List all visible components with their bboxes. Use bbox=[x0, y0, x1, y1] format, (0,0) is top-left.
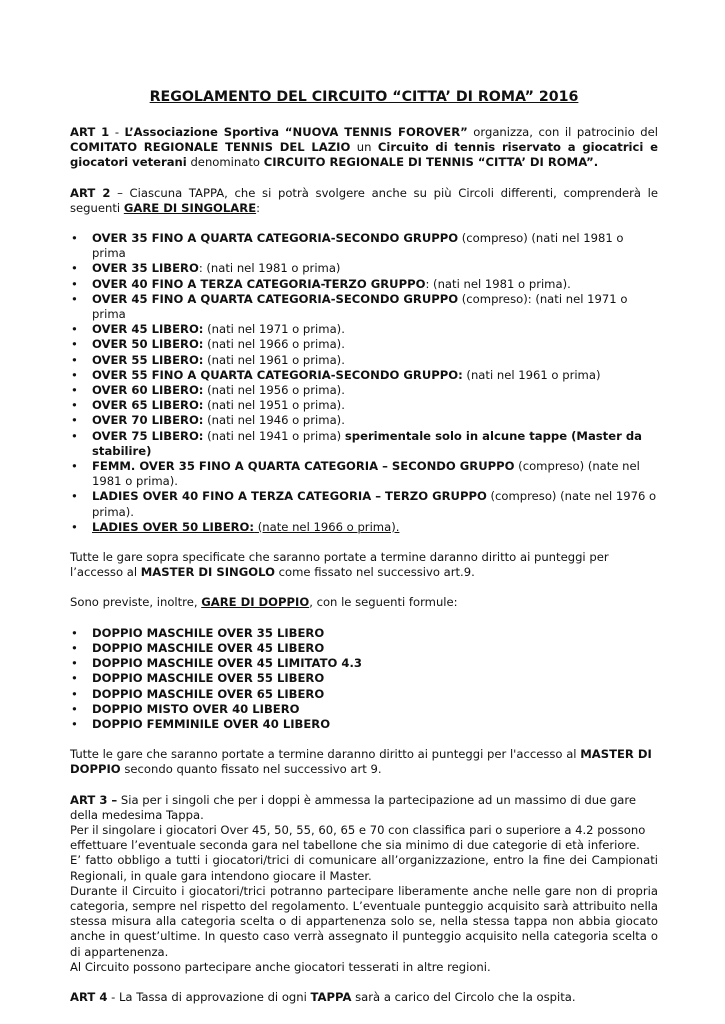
singles-item bbox=[70, 353, 658, 368]
doubles-item bbox=[70, 717, 658, 732]
singles-item bbox=[70, 520, 658, 535]
singles-item-text: (compreso) (nate nel 1976 o prima). bbox=[92, 489, 657, 519]
master-singolo: MASTER DI SINGOLO bbox=[140, 565, 275, 580]
art3-paragraph bbox=[70, 793, 658, 823]
art4-text2: sarà a carico del Circolo che la ospita. bbox=[351, 989, 576, 1004]
doubles-item-label: DOPPIO MASCHILE OVER 45 LIBERO bbox=[92, 640, 325, 655]
doubles-item bbox=[70, 687, 658, 702]
singles-item-text: (compreso): (nati nel 1971 o prima bbox=[92, 291, 628, 322]
doubles-intro-text2: , con le seguenti formule: bbox=[309, 595, 458, 610]
art3-p2: Per il singolare i giocatori Over 45, 50, 55, 60, 65 e 70 con classifica pari o superiore a 4.2 possono effettuare l’eventuale seconda gara nel tabellone che sia minimo di due categorie di età inferiore. bbox=[70, 822, 646, 853]
doubles-item bbox=[70, 702, 658, 717]
art1-text2: un bbox=[350, 140, 378, 155]
singles-item-bold: FEMM. OVER 35 FINO A QUARTA CATEGORIA – SECONDO GRUPPO bbox=[92, 459, 515, 474]
singles-item-text: (nate nel 1966 o prima). bbox=[254, 519, 400, 534]
singles-list bbox=[70, 231, 658, 535]
art2-gare-singolare: GARE DI SINGOLARE bbox=[123, 200, 257, 215]
singles-item-bold: OVER 55 FINO A QUARTA CATEGORIA-SECONDO GRUPPO: bbox=[92, 367, 463, 382]
art4-tappa: TAPPA bbox=[310, 989, 352, 1004]
singles-item-bold: LADIES OVER 50 LIBERO: bbox=[92, 519, 255, 534]
singles-item-bold: OVER 70 LIBERO: bbox=[92, 413, 204, 428]
art2-text1: – Ciascuna TAPPA, che si potrà svolgere anche su più Circoli differenti, comprenderà le seguenti bbox=[70, 185, 658, 215]
art1-text3: denominato bbox=[186, 155, 264, 170]
singles-item-text: (nati nel 1971 o prima). bbox=[203, 322, 345, 337]
singles-item bbox=[70, 231, 658, 261]
art3-p4: Durante il Circuito i giocatori/trici potranno partecipare liberamente anche nelle gare non di propria categoria, sempre nel rispetto del regolamento. L’eventuale punteggio acquisito sarà attribuito nella stessa misura alla categoria scelta o di appartenenza solo se, nella stessa tappa non abbia giocato anche in quest’ultime. In questo caso verrà assegnato il punteggio acquisito nella categoria scelta o di appartenenza. bbox=[70, 883, 658, 959]
singles-item bbox=[70, 277, 658, 292]
document-page bbox=[70, 88, 658, 1005]
doubles-note-text1: Tutte le gare che saranno portate a termine daranno diritto ai punteggi per l'accesso al bbox=[70, 747, 581, 762]
doubles-item-label: DOPPIO MASCHILE OVER 65 LIBERO bbox=[92, 686, 325, 701]
singles-item-text: (compreso) (nati nel 1981 o prima bbox=[92, 231, 624, 261]
singles-item-bold: OVER 50 LIBERO: bbox=[92, 337, 204, 352]
singles-item-text: (nati nel 1956 o prima). bbox=[203, 383, 345, 398]
doubles-item bbox=[70, 626, 658, 641]
singles-item-bold: OVER 75 LIBERO: bbox=[92, 428, 204, 443]
doubles-item-label: DOPPIO MASCHILE OVER 45 LIMITATO 4.3 bbox=[92, 656, 362, 671]
doubles-intro-text1: Sono previste, inoltre, bbox=[70, 595, 202, 610]
singles-item-bold: OVER 65 LIBERO: bbox=[92, 398, 204, 413]
singles-item-bold: OVER 35 LIBERO bbox=[92, 261, 199, 276]
singles-item bbox=[70, 383, 658, 398]
doubles-item-label: DOPPIO MASCHILE OVER 35 LIBERO bbox=[92, 625, 325, 640]
singles-item bbox=[70, 429, 658, 459]
singles-item bbox=[70, 337, 658, 352]
singles-item bbox=[70, 398, 658, 413]
art4-label: ART 4 bbox=[70, 989, 108, 1004]
art1-name: CIRCUITO REGIONALE DI TENNIS “CITTA’ DI ROMA”. bbox=[263, 155, 599, 170]
art3-text1: Sia per i singoli che per i doppi è ammessa la partecipazione ad un massimo di due gare della medesima Tappa. bbox=[70, 792, 637, 822]
doubles-item-label: DOPPIO MISTO OVER 40 LIBERO bbox=[92, 701, 300, 716]
singles-item bbox=[70, 368, 658, 383]
singles-item-bold: OVER 40 FINO A TERZA CATEGORIA-TERZO GRUPPO bbox=[92, 276, 426, 291]
singles-item-bold: OVER 45 LIBERO: bbox=[92, 322, 204, 337]
singles-item-bold: OVER 35 FINO A QUARTA CATEGORIA-SECONDO GRUPPO bbox=[92, 231, 459, 246]
singles-item-text: : (nati nel 1981 o prima). bbox=[425, 276, 571, 291]
doubles-item bbox=[70, 671, 658, 686]
singles-item bbox=[70, 459, 658, 489]
singles-item bbox=[70, 413, 658, 428]
art2-paragraph bbox=[70, 186, 658, 216]
master-doppio: MASTER DI DOPPIO bbox=[70, 747, 652, 777]
singles-note bbox=[70, 550, 658, 580]
art1-text1: organizza, con il patrocinio del bbox=[467, 125, 658, 139]
doubles-intro bbox=[70, 595, 658, 610]
singles-item-text: (nati nel 1961 o prima) bbox=[462, 367, 601, 382]
singles-item-text: (compreso) (nate nel 1981 o prima). bbox=[92, 459, 640, 489]
singles-item-text: (nati nel 1961 o prima). bbox=[203, 352, 345, 367]
doubles-list bbox=[70, 626, 658, 732]
gare-di-doppio: GARE DI DOPPIO bbox=[201, 595, 310, 610]
art1-circuit: Circuito di tennis riservato a giocatrici e giocatori veterani bbox=[70, 140, 658, 170]
singles-item-bold: LADIES OVER 40 FINO A TERZA CATEGORIA – TERZO GRUPPO bbox=[92, 489, 487, 504]
singles-item bbox=[70, 322, 658, 337]
art1-paragraph bbox=[70, 125, 658, 171]
singles-item-text: (nati nel 1966 o prima). bbox=[203, 337, 345, 352]
singles-item-text: (nati nel 1941 o prima) bbox=[203, 428, 345, 443]
singles-item-text: (nati nel 1951 o prima). bbox=[203, 398, 345, 413]
singles-item-bold: OVER 60 LIBERO: bbox=[92, 383, 204, 398]
doubles-item-label: DOPPIO FEMMINILE OVER 40 LIBERO bbox=[92, 716, 331, 731]
singles-item bbox=[70, 261, 658, 276]
art4-text1: - La Tassa di approvazione di ogni bbox=[107, 989, 311, 1004]
singles-item-note: sperimentale solo in alcune tappe (Master da stabilire) bbox=[92, 428, 642, 458]
art3-label: ART 3 – bbox=[70, 792, 118, 807]
doubles-note-text2: secondo quanto fissato nel successivo art 9. bbox=[120, 762, 382, 777]
doubles-note bbox=[70, 747, 658, 777]
singles-item-text: : (nati nel 1981 o prima) bbox=[198, 261, 341, 276]
singles-item bbox=[70, 489, 658, 519]
art3-p3: E’ fatto obbligo a tutti i giocatori/trici di comunicare all’organizzazione, entro la fine dei Campionati Regionali, in quale gara intendono giocare il Master. bbox=[70, 853, 658, 883]
singles-note-text1: Tutte le gare sopra specificate che saranno portate a termine daranno diritto ai punteggi per l’accesso al bbox=[70, 550, 609, 580]
doubles-item bbox=[70, 656, 658, 671]
art3-p5: Al Circuito possono partecipare anche giocatori tesserati in altre regioni. bbox=[70, 959, 491, 974]
singles-item-bold: OVER 55 LIBERO: bbox=[92, 352, 204, 367]
document-title: REGOLAMENTO DEL CIRCUITO “CITTA’ DI ROMA” 2016 bbox=[149, 89, 579, 105]
art2-text2: : bbox=[256, 200, 261, 215]
singles-item-text: (nati nel 1946 o prima). bbox=[203, 413, 345, 428]
art1-sep: - bbox=[109, 125, 125, 139]
singles-item bbox=[70, 292, 658, 322]
art1-label: ART 1 bbox=[70, 125, 110, 139]
art1-committee: COMITATO REGIONALE TENNIS DEL LAZIO bbox=[70, 140, 351, 155]
art4-paragraph bbox=[70, 990, 658, 1005]
singles-note-text2: come fissato nel successivo art.9. bbox=[274, 565, 475, 580]
art1-org: L’Associazione Sportiva “NUOVA TENNIS FOROVER” bbox=[124, 125, 468, 139]
singles-item-bold: OVER 45 FINO A QUARTA CATEGORIA-SECONDO GRUPPO bbox=[92, 291, 459, 306]
art2-label: ART 2 bbox=[70, 185, 111, 200]
doubles-item-label: DOPPIO MASCHILE OVER 55 LIBERO bbox=[92, 671, 325, 686]
doubles-item bbox=[70, 641, 658, 656]
